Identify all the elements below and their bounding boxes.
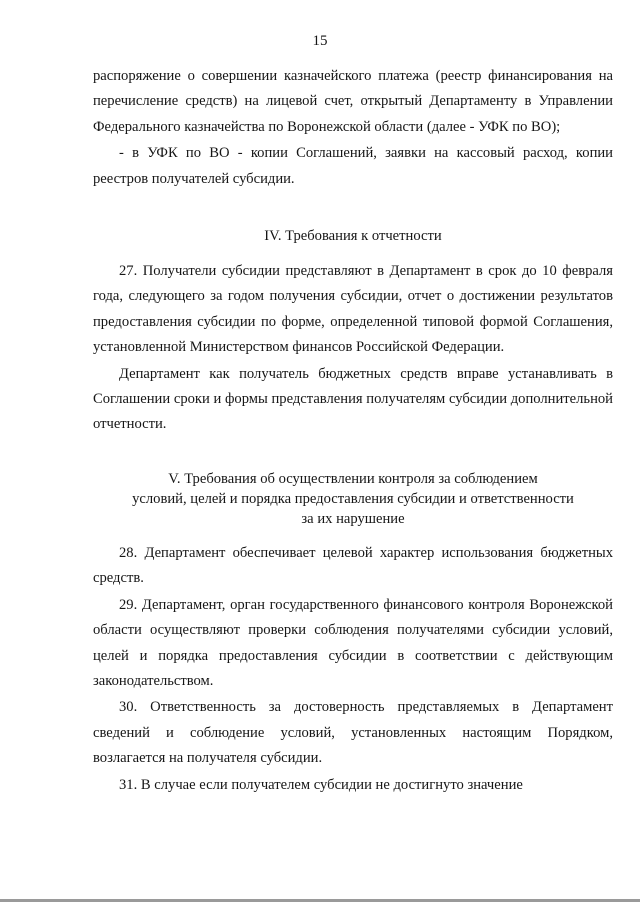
paragraph-ufk: - в УФК по ВО - копии Соглашений, заявки на кассовый расход, копии реестров получателей субсидии. (93, 145, 613, 187)
section-5-heading (93, 469, 613, 529)
paragraph-reporting: Департамент как получатель бюджетных средств вправе устанавливать в Соглашении сроки и формы представления получателям субсидии дополнительной отчетности. (93, 365, 613, 433)
paragraph-30: 30. Ответственность за достоверность представляемых в Департамент сведений и соблюдение условий, установленных настоящим Порядком, возлагается на получателя субсидии. (93, 699, 613, 767)
paragraph-29: 29. Департамент, орган государственного финансового контроля Воронежской области осуществляют проверки соблюдения получателями субсидии условий, целей и порядка предоставления субсидии в соответствии с действующим законодательством. (93, 596, 613, 689)
paragraph-31: 31. В случае если получателем субсидии не достигнуто значение (119, 776, 523, 793)
paragraph-continuation: распоряжение о совершении казначейского платежа (реестр финансирования на перечисление средств) на лицевой счет, открытый Департаменту в Управлении Федерального казначейства по Воронежской области (далее - УФК по ВО); (93, 68, 613, 135)
paragraph-28: 28. Департамент обеспечивает целевой характер использования бюджетных средств. (93, 544, 613, 587)
document-body (93, 64, 613, 798)
section-4-heading: IV. Требования к отчетности (264, 228, 442, 245)
paragraph-27: 27. Получатели субсидии представляют в Департамент в срок до 10 февраля года, следующего за годом получения субсидии, отчет о достижении результатов предоставления субсидии по форме, определенной типовой формой Соглашения, установленной Министерством финансов Российской Федерации. (93, 263, 613, 356)
page-number: 15 (312, 33, 328, 49)
section-5-heading-line: V. Требования об осуществлении контроля за соблюдением (168, 470, 538, 487)
section-5-heading-line: за их нарушение (301, 510, 405, 527)
section-5-heading-line: условий, целей и порядка предоставления субсидии и ответственности (132, 490, 574, 507)
